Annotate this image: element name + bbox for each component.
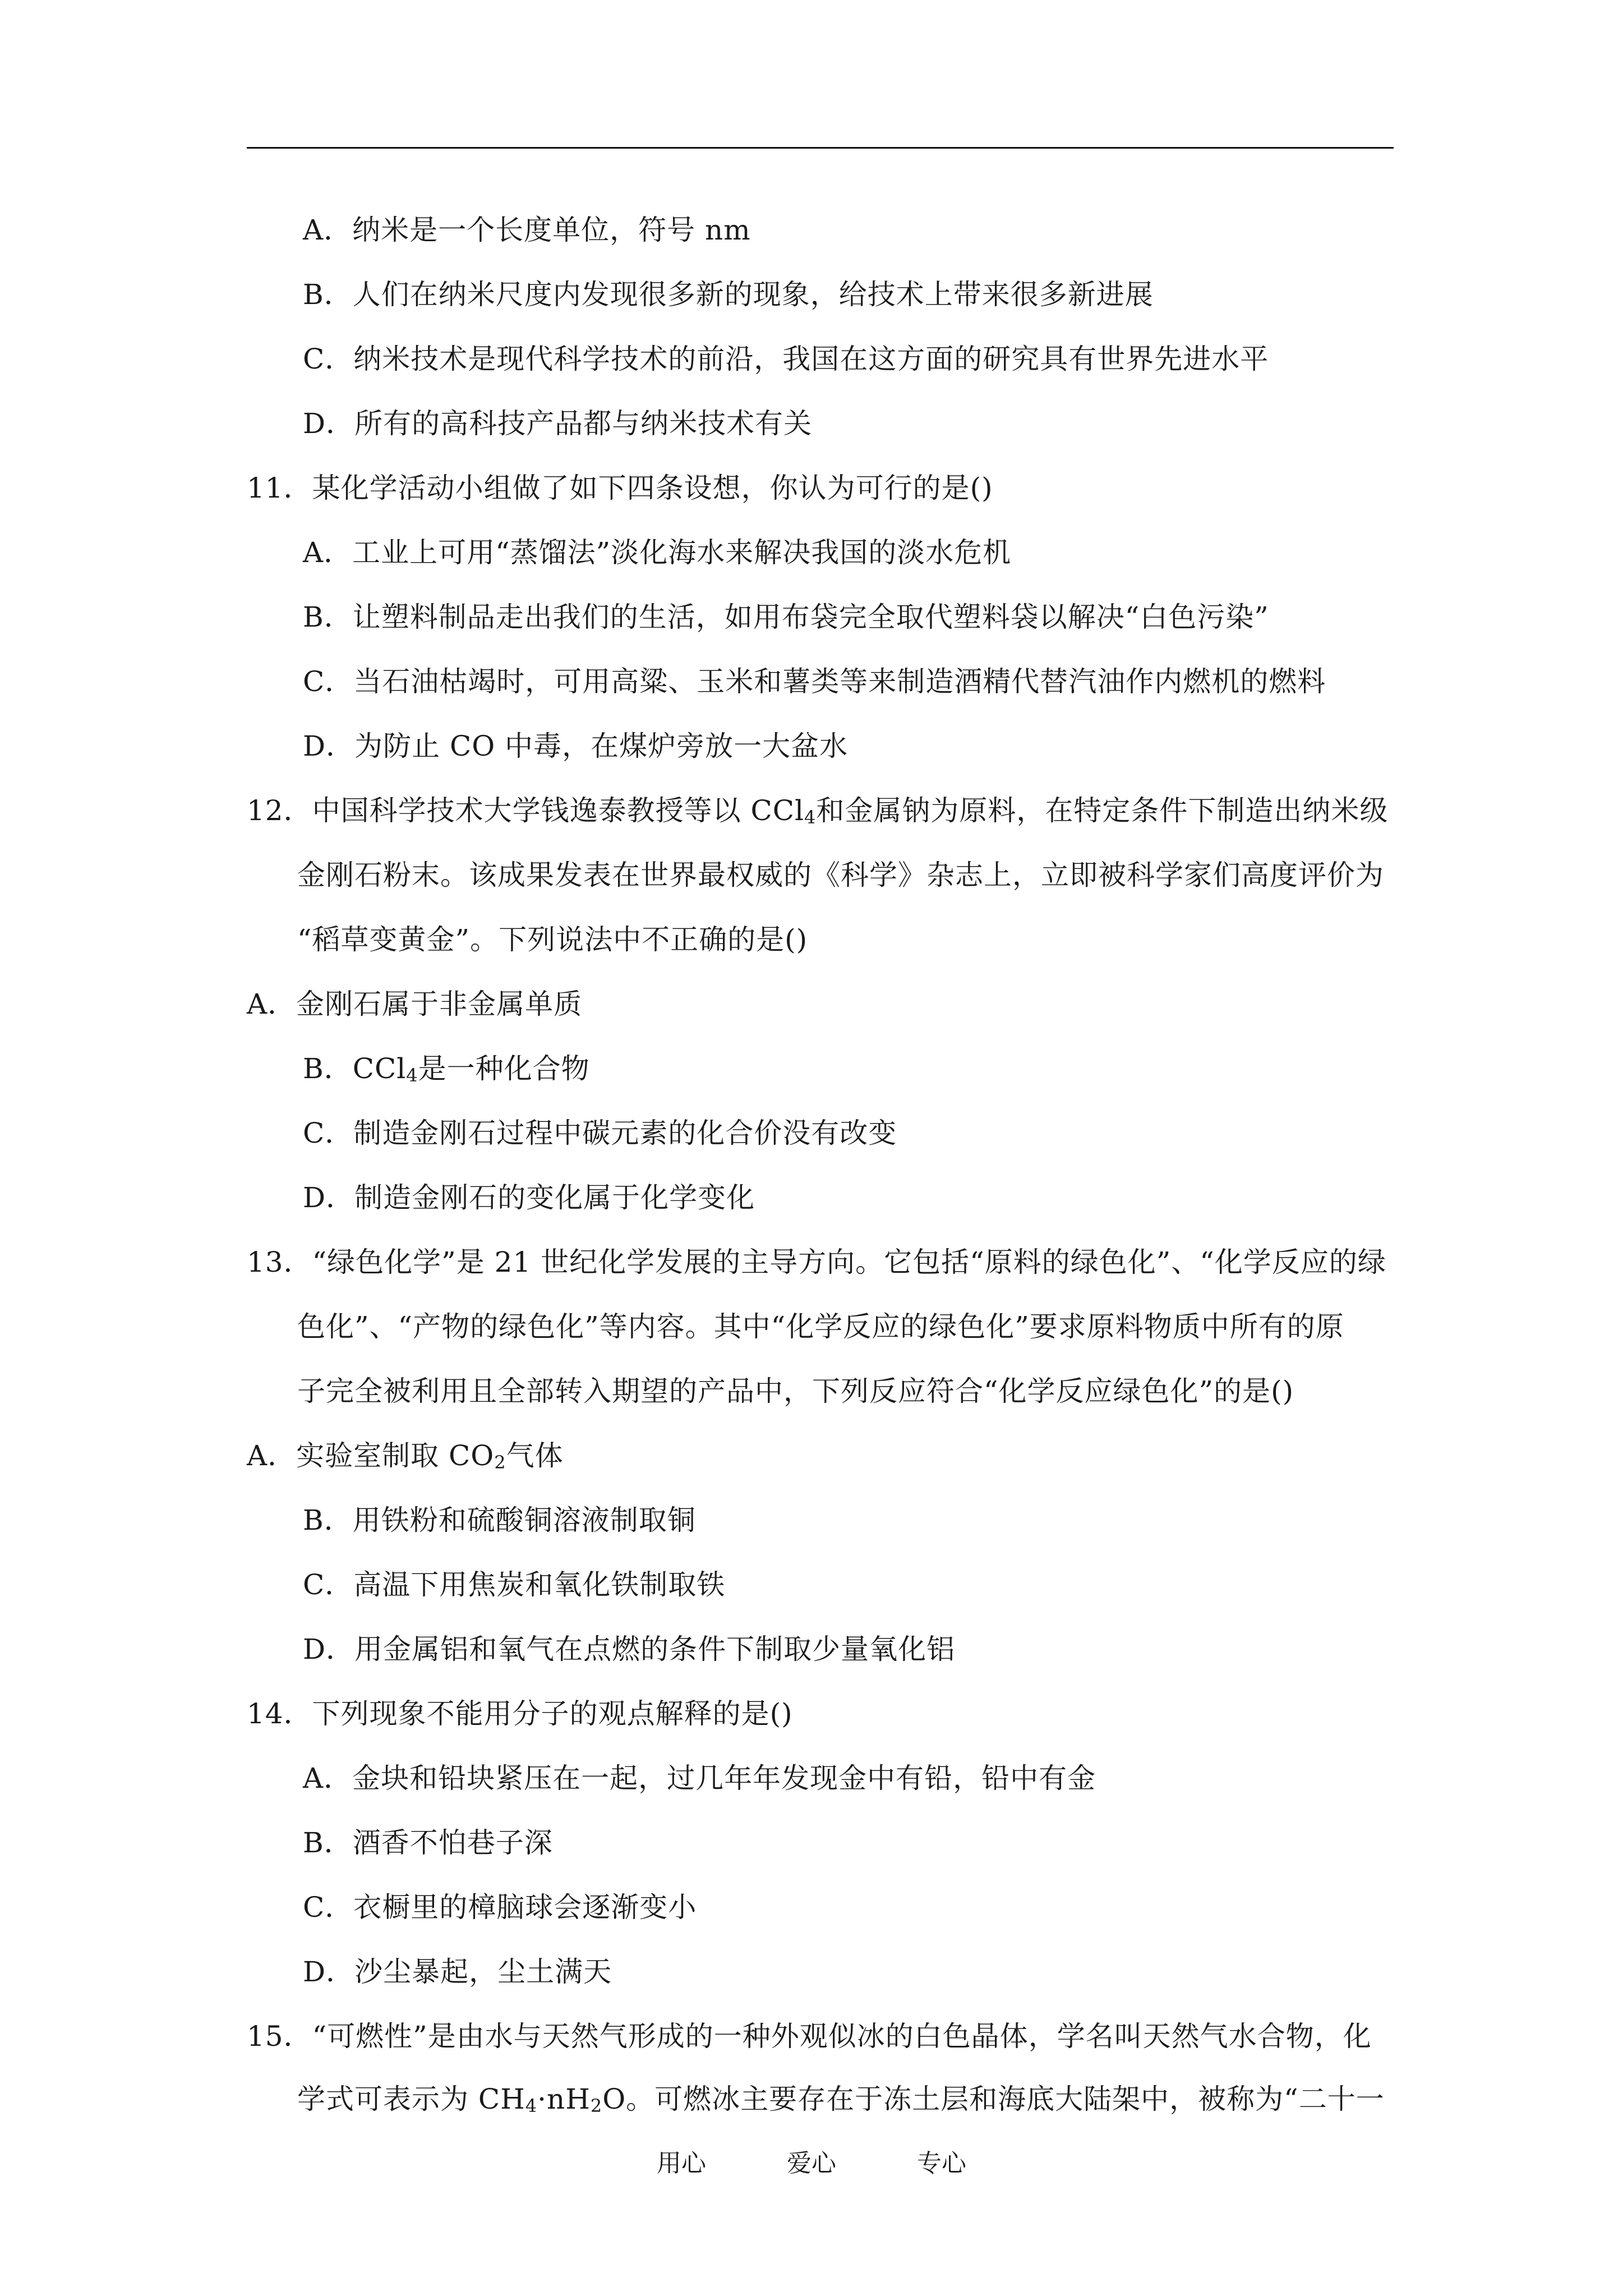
q13-option-a-pre: A．实验室制取 CO [247,1439,495,1472]
q13-option-d: D．用金属铝和氧气在点燃的条件下制取少量氧化铝 [303,1633,956,1665]
q15-stem-line-2-subscript-2: 2 [590,2095,603,2116]
q12-option-c: C．制造金刚石过程中碳元素的化合价没有改变 [303,1117,897,1149]
q13-stem-line-1: 13．“绿色化学”是 21 世纪化学发展的主导方向。它包括“原料的绿色化”、“化学反应的绿 [247,1246,1386,1278]
q13-option-a [247,1439,564,1473]
q10-option-c: C．纳米技术是现代科学技术的前沿，我国在这方面的研究具有世界先进水平 [303,343,1269,375]
q11-option-c: C．当石油枯竭时，可用高粱、玉米和薯类等来制造酒精代替汽油作内燃机的燃料 [303,665,1326,698]
q13-option-b: B．用铁粉和硫酸铜溶液制取铜 [303,1504,696,1536]
q13-option-c: C．高温下用焦炭和氧化铁制取铁 [303,1568,726,1601]
q12-option-d: D．制造金刚石的变化属于化学变化 [303,1181,755,1214]
q12-option-b-post: 是一种化合物 [418,1052,590,1085]
footer-word-1: 用心 [657,2149,706,2178]
q14-option-a: A．金块和铅块紧压在一起，过几年年发现金中有铅，铅中有金 [303,1762,1096,1795]
q11-option-a: A．工业上可用“蒸馏法”淡化海水来解决我国的淡水危机 [303,536,1012,569]
header-rule [247,147,1394,149]
q11-option-d: D．为防止 CO 中毒，在煤炉旁放一大盆水 [303,730,849,762]
q11-stem: 11．某化学活动小组做了如下四条设想，你认为可行的是() [247,472,993,504]
q12-option-b-subscript: 4 [406,1065,418,1086]
q12-option-b [303,1052,590,1085]
footer-word-2: 爱心 [787,2149,836,2178]
q15-stem-line-2-post: O。可燃冰主要存在于冻土层和海底大陆架中，被称为“二十一 [602,2083,1385,2115]
q12-stem-subscript: 4 [804,807,817,828]
q12-stem-text-b: 和金属钠为原料，在特定条件下制造出纳米级 [816,794,1389,827]
q10-option-b: B．人们在纳米尺度内发现很多新的现象，给技术上带来很多新进展 [303,278,1154,311]
footer-word-3: 专心 [917,2149,966,2178]
q14-stem: 14．下列现象不能用分子的观点解释的是() [247,1697,793,1730]
q15-stem-line-2-pre: 学式可表示为 CH [297,2083,525,2115]
q12-stem-line-3: “稻草变黄金”。下列说法中不正确的是() [297,923,808,956]
q13-option-a-subscript: 2 [494,1452,506,1473]
q15-stem-line-2 [297,2082,1385,2116]
q12-option-a: A．金刚石属于非金属单质 [247,988,583,1020]
page-footer [0,2148,1623,2179]
q11-option-b: B．让塑料制品走出我们的生活，如用布袋完全取代塑料袋以解决“白色污染” [303,601,1269,633]
q12-stem-text-a: 12．中国科学技术大学钱逸泰教授等以 CCl [247,794,805,827]
q15-stem-line-2-mid: ·nH [537,2083,591,2115]
q13-option-a-post: 气体 [506,1439,564,1472]
q12-option-b-pre: B．CCl [303,1052,407,1085]
q14-option-b: B．酒香不怕巷子深 [303,1826,553,1859]
q15-stem-line-2-subscript-1: 4 [525,2095,538,2116]
q13-stem-line-2: 色化”、“产物的绿色化”等内容。其中“化学反应的绿色化”要求原料物质中所有的原 [297,1310,1344,1343]
q12-stem-line-1 [247,794,1388,827]
q10-option-a: A．纳米是一个长度单位，符号 nm [303,214,751,246]
q10-option-d: D．所有的高科技产品都与纳米技术有关 [303,407,813,440]
q14-option-c: C．衣橱里的樟脑球会逐渐变小 [303,1891,697,1924]
q12-stem-line-2: 金刚石粉末。该成果发表在世界最权威的《科学》杂志上，立即被科学家们高度评价为 [297,859,1384,891]
q14-option-d: D．沙尘暴起，尘土满天 [303,1955,612,1988]
q15-stem-line-1: 15．“可燃性”是由水与天然气形成的一种外观似冰的白色晶体，学名叫天然气水合物，化 [247,2020,1372,2053]
q13-stem-line-3: 子完全被利用且全部转入期望的产品中，下列反应符合“化学反应绿色化”的是() [297,1375,1294,1407]
